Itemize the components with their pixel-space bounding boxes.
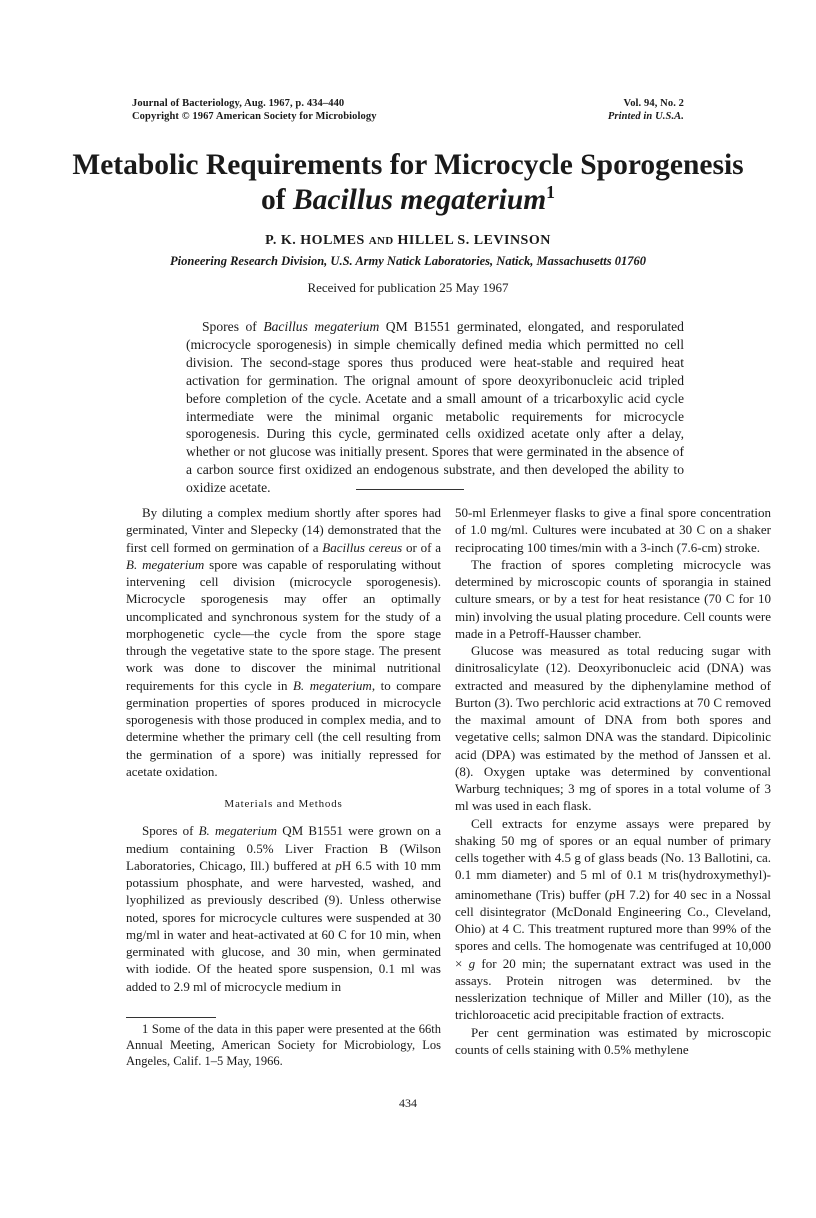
author-2: HILLEL S. LEVINSON	[397, 233, 551, 248]
section-heading-materials-methods: Materials and Methods	[224, 798, 343, 810]
section-divider	[356, 489, 464, 490]
volume-info: Vol. 94, No. 2	[623, 98, 684, 109]
assay-methods-paragraph: Glucose was measured as total reducing sugar with dinitrosalicylate (12). Deoxyribonucleic acid (DNA) was extracted and measured by the diphenylamine method of Burton (3). Two perchloric acid extractions at 70 C removed the maximal amount of DNA from both spores and vegetative cells; salmon DNA was the standard. Dipicolinic acid (DPA) was estimated by the method of Janssen et al. (8). Oxygen uptake was determined by conventional Warburg techniques; 3 mg of spores in a total volume of 3 ml was used in each flask.	[455, 643, 771, 814]
volume-header	[608, 97, 684, 123]
author-1: P. K. HOLMES	[265, 233, 365, 248]
printed-in: Printed in U.S.A.	[607, 111, 684, 122]
author-conjunction: AND	[368, 235, 394, 247]
title-line-2: of Bacillus megaterium$^1$	[260, 182, 556, 216]
title-line-1: Metabolic Requirements for Microcycle Sporogenesis	[72, 149, 744, 181]
cell-extracts-paragraph: Cell extracts for enzyme assays were prepared by shaking 50 mg of spores or an equal number of primary cells together with 4.5 g of glass beads (No. 13 Ballotini, ca. 0.1 mm diameter) and 5 ml of 0.1 M tris(hydroxymethyl)-aminomethane (Tris) buffer (pH 7.2) for 40 sec in a Nossal cell disintegrator (McDonald Engineering Co., Cleveland, Ohio) at 4 C. This treatment ruptured more than 99% of the spores and cells. The homogenate was centrifuged at 10,000 × g for 20 min; the supernatant extract was used in the assays. Protein nitrogen was determined. bv the nesslerization technique of Miller and Miller (10), as the trichloroacetic acid precipitable fraction of extracts.	[455, 815, 771, 1023]
title-organism: Bacillus megaterium	[292, 184, 547, 216]
germination-paragraph: Per cent germination was estimated by microscopic counts of cells staining with 0.5% methylene	[455, 1024, 771, 1057]
title-footnote-mark: 1	[546, 182, 556, 203]
introduction-paragraph: By diluting a complex medium shortly after spores had germinated, Vinter and Slepecky (14) demonstrated that the first cell formed on germination of a Bacillus cereus or of a B. megaterium spore was capable of resporulating without intervening cell division (microcycle sporogenesis). Microcycle sporogenesis may offer an optimally uncomplicated and synchronous system for the study of a morphogenetic cycle—the cycle from the spore stage through the vegetative state to the spore stage. The present work was done to discover the minimal nutritional requirements for this cycle in B. megaterium, to compare germination properties of spores produced in microcycle sporogenesis with those produced in complex media, and to determine whether the primary cell (the cell resulting from the germination of a spore) was initially repressed for acetate oxidation.	[126, 505, 441, 779]
journal-header	[132, 97, 377, 123]
footnote-rule	[126, 1017, 216, 1018]
methods-continued-paragraph: 50-ml Erlenmeyer flasks to give a final spore concentration of 1.0 mg/ml. Cultures were incubated at 30 C on a shaker reciprocating 100 times/min with a 3-inch (7.6-cm) stroke.	[455, 505, 771, 555]
methods-paragraph: Spores of B. megaterium QM B1551 were grown on a medium containing 0.5% Liver Fraction B (Wilson Laboratories, Chicago, Ill.) buffered at pH 6.5 with 10 mm potassium phosphate, and were harvested, washed, and lyophilized as previously described (9). Unless otherwise noted, spores for microcycle cultures were suspended at 30 mg/ml in water and heat-activated at 60 C for 10 min, when germinated with glucose, and 30 min, when germinated with iodide. Of the heated spore suspension, 0.1 ml was added to 2.9 ml of microcycle medium in	[126, 823, 441, 994]
author-line	[0, 233, 816, 249]
microcycle-fraction-paragraph: The fraction of spores completing microcycle was determined by microscopic counts of sporangia in stained culture smears, or by a test for heat resistance (70 C for 10 min) involving the usual plating procedure. Cell counts were made in a Petroff-Hausser chamber.	[455, 556, 771, 641]
affiliation: Pioneering Research Division, U.S. Army Natick Laboratories, Natick, Massachusetts 01760	[170, 254, 646, 268]
journal-citation: Journal of Bacteriology, Aug. 1967, p. 434–440	[132, 98, 345, 109]
abstract: Spores of Bacillus megaterium QM B1551 germinated, elongated, and resporulated (microcycle sporogenesis) in simple chemically defined media which permitted no cell division. The second-stage spores thus produced were heat-stable and required heat activation for germination. The orignal amount of spore deoxyribonucleic acid tripled before completion of the cycle. Acetate and a small amount of a tricarboxylic acid cycle intermediate were the minimal organic metabolic requirements for microcycle sporogenesis. During this cycle, germinated cells oxidized acetate only after a delay, whether or not glucose was initially present. Spores that were germinated in the absence of a carbon source first oxidized an endogenous substrate, and then developed the ability to oxidize acetate.	[186, 319, 684, 496]
page-number: 434	[399, 1096, 417, 1110]
received-date: Received for publication 25 May 1967	[307, 280, 509, 295]
right-column	[455, 504, 771, 1058]
copyright-notice: Copyright © 1967 American Society for Microbiology	[132, 111, 377, 122]
left-column	[126, 504, 441, 995]
footnote: 1 Some of the data in this paper were presented at the 66th Annual Meeting, American Society for Microbiology, Los Angeles, Calif. 1–5 May, 1966.	[126, 1022, 441, 1068]
article-title	[0, 148, 816, 218]
